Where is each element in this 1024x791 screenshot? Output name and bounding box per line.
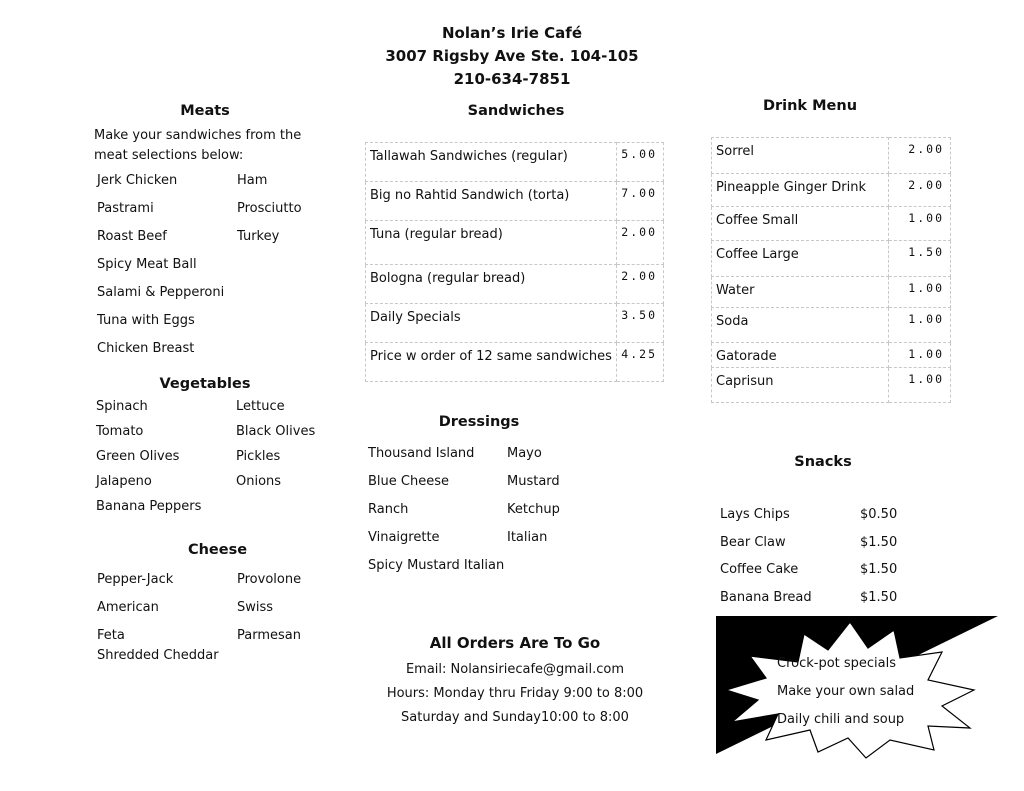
specials-list — [777, 656, 914, 740]
vegetable-item: Pickles — [236, 449, 281, 464]
cafe-name: Nolan’s Irie Café — [442, 24, 582, 42]
snack-price: $1.50 — [860, 589, 898, 605]
vegetable-item: Jalapeno — [96, 474, 152, 489]
vegetable-item: Spinach — [96, 399, 148, 414]
meat-item: Ham — [237, 173, 268, 188]
dressings-title: Dressings — [438, 414, 520, 430]
sandwich-name: Big no Rahtid Sandwich (torta) — [366, 182, 617, 221]
sandwich-price: 2.00 — [617, 265, 664, 304]
meats-list-col1 — [97, 173, 224, 369]
dressing-item: Mayo — [507, 446, 542, 461]
snack-price: $1.50 — [860, 562, 898, 577]
meat-item: Roast Beef — [97, 229, 167, 244]
sandwich-price: 4.25 — [617, 343, 664, 382]
special-item: Crock-pot specials — [777, 656, 897, 671]
cheese-title: Cheese — [187, 542, 248, 558]
snack-name: Lays Chips — [720, 507, 790, 522]
vegetable-item: Onions — [236, 474, 282, 489]
meat-item: Turkey — [237, 229, 280, 244]
meats-list-col2 — [237, 173, 302, 257]
sandwich-name: Daily Specials — [366, 304, 617, 343]
drink-row — [712, 343, 951, 368]
meat-item: Jerk Chicken — [97, 173, 178, 188]
snack-price: $1.50 — [860, 534, 898, 550]
drink-row — [712, 174, 951, 207]
sandwich-price: 5.00 — [617, 143, 664, 182]
hours-weekday: Hours: Monday thru Friday 9:00 to 8:00 — [386, 686, 644, 701]
drink-row — [712, 207, 951, 241]
sandwich-row — [366, 343, 664, 382]
cheese-item: Parmesan — [237, 628, 301, 643]
sandwich-name: Bologna (regular bread) — [366, 265, 617, 304]
hours-weekend: Saturday and Sunday10:00 to 8:00 — [401, 710, 629, 725]
vegetable-item: Black Olives — [236, 424, 316, 439]
drink-row — [712, 368, 951, 403]
contact-email: Email: Nolansiriecafe@gmail.com — [405, 662, 625, 677]
cheese-item: Feta — [97, 628, 125, 643]
snacks-list — [720, 507, 940, 617]
drink-row — [712, 308, 951, 343]
sandwiches-title: Sandwiches — [467, 103, 565, 119]
vegetables-title: Vegetables — [159, 376, 251, 392]
vegetables-list-col1 — [96, 399, 201, 524]
sandwich-name: Price w order of 12 same sandwiches — [366, 343, 617, 382]
meats-intro-line1: Make your sandwiches from the — [94, 128, 302, 143]
dressing-item: Ketchup — [507, 502, 560, 517]
dressings-list-col2 — [507, 446, 560, 558]
drink-name: Water — [712, 277, 889, 308]
drink-name: Sorrel — [712, 138, 889, 174]
meat-item: Salami & Pepperoni — [97, 285, 225, 300]
meats-intro-line2: meat selections below: — [94, 148, 244, 163]
sandwiches-table — [365, 142, 664, 382]
cafe-address: 3007 Rigsby Ave Ste. 104-105 — [385, 47, 639, 65]
vegetable-item: Lettuce — [236, 399, 285, 414]
meat-item: Pastrami — [97, 201, 154, 216]
dressing-item: Thousand Island — [368, 446, 475, 461]
drink-name: Gatorade — [712, 343, 889, 368]
snack-name: Bear Claw — [720, 534, 786, 550]
cheese-item: Pepper-Jack — [97, 572, 174, 587]
snack-name: Coffee Cake — [720, 562, 799, 577]
sandwich-row — [366, 221, 664, 265]
meat-item: Spicy Meat Ball — [97, 257, 197, 272]
drink-price: 2.00 — [889, 174, 951, 207]
sandwich-price: 3.50 — [617, 304, 664, 343]
drink-row — [712, 138, 951, 174]
snack-name: Banana Bread — [720, 589, 812, 605]
snack-price: $0.50 — [860, 507, 898, 522]
drink-price: 1.00 — [889, 368, 951, 403]
meat-item: Tuna with Eggs — [97, 313, 195, 328]
vegetable-item: Banana Peppers — [96, 499, 202, 514]
drink-price: 1.00 — [889, 308, 951, 343]
drink-price: 1.00 — [889, 343, 951, 368]
dressing-item: Ranch — [368, 502, 409, 517]
cheese-list-col1 — [97, 572, 173, 648]
dressing-item: Spicy Mustard Italian — [368, 558, 505, 573]
drink-name: Soda — [712, 308, 889, 343]
meat-item: Prosciutto — [237, 201, 302, 216]
cheese-item: Provolone — [237, 572, 302, 587]
orders-to-go-title: All Orders Are To Go — [429, 634, 601, 652]
drink-row — [712, 277, 951, 308]
meats-title: Meats — [180, 103, 230, 119]
drinks-table — [711, 137, 951, 403]
drink-name: Coffee Small — [712, 207, 889, 241]
sandwich-price: 2.00 — [617, 221, 664, 265]
snacks-title: Snacks — [794, 454, 852, 470]
special-item: Daily chili and soup — [777, 712, 905, 727]
sandwich-price: 7.00 — [617, 182, 664, 221]
drink-name: Coffee Large — [712, 241, 889, 277]
dressing-item: Vinaigrette — [368, 530, 440, 545]
sandwich-row — [366, 143, 664, 182]
cheese-item: Swiss — [237, 600, 274, 615]
meat-item: Chicken Breast — [97, 341, 195, 356]
drink-name: Caprisun — [712, 368, 889, 403]
vegetable-item: Tomato — [96, 424, 144, 439]
meats-intro — [94, 126, 301, 166]
drink-price: 1.00 — [889, 277, 951, 308]
vegetable-item: Green Olives — [96, 449, 180, 464]
cafe-phone: 210-634-7851 — [453, 70, 571, 88]
dressings-list-col1 — [368, 446, 504, 586]
sandwich-row — [366, 304, 664, 343]
drinks-title: Drink Menu — [762, 98, 858, 114]
cheese-list-col2 — [237, 572, 301, 656]
dressing-item: Blue Cheese — [368, 474, 449, 489]
vegetables-list-col2 — [236, 399, 315, 499]
drink-name: Pineapple Ginger Drink — [712, 174, 889, 207]
dressing-item: Mustard — [507, 474, 560, 489]
cheese-item: American — [97, 600, 159, 615]
sandwich-name: Tallawah Sandwiches (regular) — [366, 143, 617, 182]
sandwich-row — [366, 265, 664, 304]
drink-price: 2.00 — [889, 138, 951, 174]
drink-row — [712, 241, 951, 277]
sandwich-name: Tuna (regular bread) — [366, 221, 617, 265]
special-item: Make your own salad — [777, 684, 915, 699]
drink-price: 1.50 — [889, 241, 951, 277]
sandwich-row — [366, 182, 664, 221]
dressing-item: Italian — [507, 530, 548, 545]
drink-price: 1.00 — [889, 207, 951, 241]
cheese-item-extra: Shredded Cheddar — [97, 648, 219, 663]
